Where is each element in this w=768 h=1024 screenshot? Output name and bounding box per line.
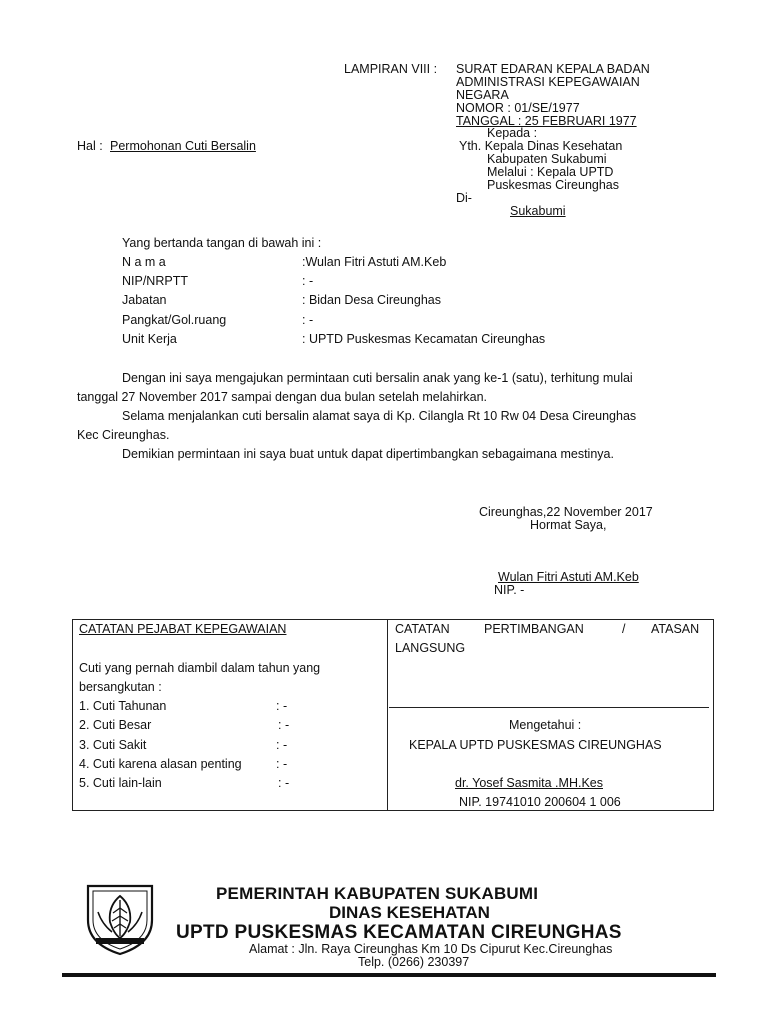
- hal-subject: Permohonan Cuti Bersalin: [110, 139, 256, 153]
- signature-hormat: Hormat Saya,: [530, 518, 607, 532]
- kepala-title: KEPALA UPTD PUSKESMAS CIREUNGHAS: [409, 738, 662, 752]
- paragraph-3: Demikian permintaan ini saya buat untuk dapat dipertimbangkan sebagaimana mestinya.: [122, 447, 614, 461]
- catatan-left-intro-1: Cuti yang pernah diambil dalam tahun yang: [79, 661, 321, 675]
- identity-value-jabatan: : Bidan Desa Cireunghas: [302, 293, 441, 307]
- signature-name: Wulan Fitri Astuti AM.Keb: [498, 570, 639, 584]
- kepala-nip: NIP. 19741010 200604 1 006: [459, 795, 621, 809]
- identity-value-nama: :Wulan Fitri Astuti AM.Keb: [302, 255, 447, 269]
- paragraph-1-line-2: tanggal 27 November 2017 sampai dengan dua bulan setelah melahirkan.: [77, 390, 488, 404]
- paragraph-2-line-1: Selama menjalankan cuti bersalin alamat saya di Kp. Cilangla Rt 10 Rw 04 Desa Cireunghas: [122, 409, 637, 423]
- recipient-puskesmas: Puskesmas Cireunghas: [487, 178, 620, 192]
- identity-label-nama: N a m a: [122, 255, 166, 269]
- cuti-item-besar-value: : -: [278, 718, 290, 732]
- recipient-city: Sukabumi: [510, 204, 566, 218]
- recipient-yth: Yth. Kepala Dinas Kesehatan: [459, 139, 623, 153]
- nomor: NOMOR : 01/SE/1977: [456, 101, 580, 115]
- paragraph-2-line-2: Kec Cireunghas.: [77, 428, 170, 442]
- signature-place-date: Cireunghas,22 November 2017: [479, 505, 653, 519]
- identity-value-nip: : -: [302, 274, 314, 288]
- sukabumi-regency-emblem-icon: [82, 882, 158, 956]
- catatan-left-title: CATATAN PEJABAT KEPEGAWAIAN: [79, 622, 287, 636]
- signature-nip: NIP. -: [494, 583, 525, 597]
- catatan-divider: [387, 620, 388, 810]
- identity-label-jabatan: Jabatan: [122, 293, 167, 307]
- surat-line-2: ADMINISTRASI KEPEGAWAIAN: [456, 75, 640, 89]
- recipient-kabupaten: Kabupaten Sukabumi: [487, 152, 607, 166]
- identity-value-pangkat: : -: [302, 313, 314, 327]
- identity-value-unit: : UPTD Puskesmas Kecamatan Cireunghas: [302, 332, 546, 346]
- mengetahui: Mengetahui :: [509, 718, 582, 732]
- catatan-right-title-word-2: PERTIMBANGAN: [484, 622, 584, 636]
- letterhead-rule: [62, 973, 716, 977]
- catatan-right-title-2: LANGSUNG: [395, 641, 466, 655]
- lampiran-label: LAMPIRAN VIII :: [344, 62, 438, 76]
- catatan-left-intro-2: bersangkutan :: [79, 680, 162, 694]
- cuti-item-besar-label: 2. Cuti Besar: [79, 718, 152, 732]
- cuti-item-alasan-penting-label: 4. Cuti karena alasan penting: [79, 757, 242, 771]
- catatan-box: [72, 619, 714, 811]
- letterhead-line-2: DINAS KESEHATAN: [329, 903, 490, 922]
- recipient-melalui: Melalui : Kepala UPTD: [487, 165, 614, 179]
- catatan-right-title-word-4: ATASAN: [651, 622, 700, 636]
- cuti-item-tahunan-label: 1. Cuti Tahunan: [79, 699, 167, 713]
- recipient-di: Di-: [456, 191, 472, 205]
- catatan-right-rule: [389, 707, 709, 708]
- paragraph-1-line-1: Dengan ini saya mengajukan permintaan cuti bersalin anak yang ke-1 (satu), terhitung mulai: [122, 371, 633, 385]
- hal-label: Hal :: [77, 139, 103, 153]
- cuti-item-tahunan-value: : -: [276, 699, 288, 713]
- identity-label-pangkat: Pangkat/Gol.ruang: [122, 313, 227, 327]
- letterhead-phone: Telp. (0266) 230397: [358, 955, 470, 969]
- letterhead-line-3: UPTD PUSKESMAS KECAMATAN CIREUNGHAS: [176, 922, 622, 943]
- cuti-item-lain-label: 5. Cuti lain-lain: [79, 776, 162, 790]
- letterhead-line-1: PEMERINTAH KABUPATEN SUKABUMI: [216, 884, 539, 903]
- recipient-kepada: Kepada :: [487, 126, 538, 140]
- catatan-right-title-word-1: CATATAN: [395, 622, 450, 636]
- cuti-item-sakit-label: 3. Cuti Sakit: [79, 738, 147, 752]
- surat-line-3: NEGARA: [456, 88, 509, 102]
- surat-line-1: SURAT EDARAN KEPALA BADAN: [456, 62, 650, 76]
- kepala-name: dr. Yosef Sasmita .MH.Kes: [455, 776, 603, 790]
- letterhead-address: Alamat : Jln. Raya Cireunghas Km 10 Ds Cipurut Kec.Cireunghas: [249, 942, 613, 956]
- cuti-item-sakit-value: : -: [276, 738, 288, 752]
- tanggal: TANGGAL : 25 FEBRUARI 1977: [456, 114, 637, 128]
- intro-text: Yang bertanda tangan di bawah ini :: [122, 236, 322, 250]
- identity-label-unit: Unit Kerja: [122, 332, 177, 346]
- cuti-item-lain-value: : -: [278, 776, 290, 790]
- identity-label-nip: NIP/NRPTT: [122, 274, 188, 288]
- cuti-item-alasan-penting-value: : -: [276, 757, 288, 771]
- catatan-right-title-word-3: /: [622, 622, 626, 636]
